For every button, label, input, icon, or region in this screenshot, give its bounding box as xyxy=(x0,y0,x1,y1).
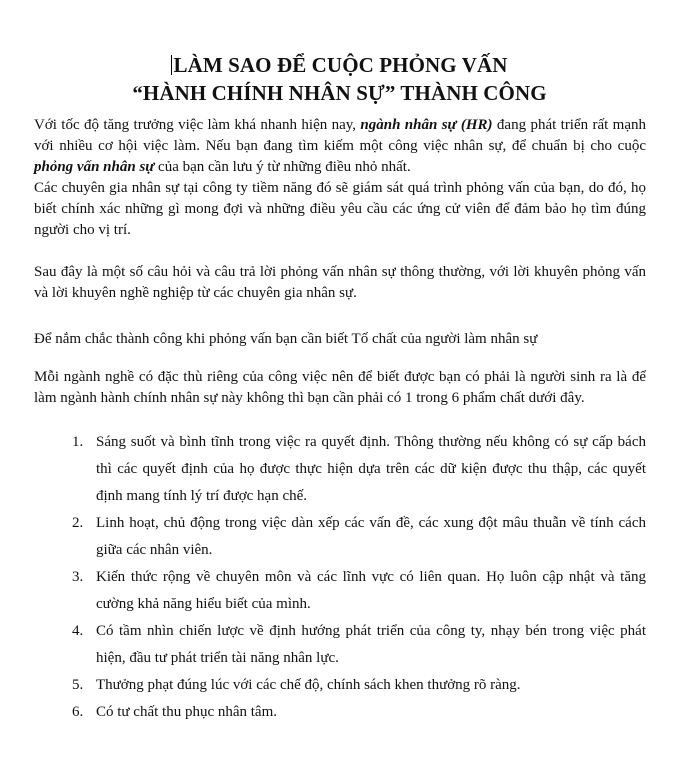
list-item xyxy=(72,564,646,618)
list-item xyxy=(72,510,646,564)
intro-text-3: của bạn cần lưu ý từ những điều nhỏ nhất. xyxy=(154,159,411,175)
list-item-text: Thưởng phạt đúng lúc với các chế độ, chính sách khen thưởng rõ ràng. xyxy=(96,677,521,693)
list-item-number: 5. xyxy=(72,677,84,693)
document-title-line-2: “HÀNH CHÍNH NHÂN SỰ” THÀNH CÔNG xyxy=(132,81,547,105)
list-item-text: Có tư chất thu phục nhân tâm. xyxy=(96,704,278,720)
list-item xyxy=(72,618,646,672)
intro-emphasis-hr: ngành nhân sự (HR) xyxy=(360,117,493,133)
list-item-number: 6. xyxy=(72,704,84,720)
list-item-text: Có tầm nhìn chiến lược về định hướng phát triển của công ty, nhạy bén trong việc phát hiện, đầu tư phát triển tài năng nhân lực. xyxy=(96,623,646,666)
list-item-text: Kiến thức rộng về chuyên môn và các lĩnh vực có liên quan. Họ luôn cập nhật và tăng cường khả năng hiểu biết của mình. xyxy=(96,569,646,612)
intro-emphasis-interview: phỏng vấn nhân sự xyxy=(34,159,155,175)
qualities-intro-paragraph: Để nắm chắc thành công khi phỏng vấn bạn cần biết Tố chất của người làm nhân sự xyxy=(34,331,538,347)
experts-paragraph: Các chuyên gia nhân sự tại công ty tiềm năng đó sẽ giám sát quá trình phỏng vấn của bạn, do đó, họ biết chính xác những gì mong đợi và những điều yêu cầu các ứng cử viên để đảm bảo họ tìm đúng người cho vị trí. xyxy=(34,180,646,238)
list-item-text: Linh hoạt, chủ động trong việc dàn xếp các vấn đề, các xung đột mâu thuẫn về tính cách giữa các nhân viên. xyxy=(96,515,646,558)
qualities-list xyxy=(72,429,646,726)
list-item-text: Sáng suốt và bình tĩnh trong việc ra quyết định. Thông thường nếu không có sự cấp bách thì các quyết định của họ được thực hiện dựa trên các dữ kiện được thu thập, các quyết định mang tính lý trí được hạn chế. xyxy=(96,434,646,504)
document-title-line-1 xyxy=(0,51,679,79)
intro-text-2: đang phát triển rất mạnh với nhiều cơ hội việc làm. Nếu bạn đang tìm kiếm một công việc nhân sự, để chuẩn bị cho cuộc xyxy=(34,117,647,154)
list-item-number: 3. xyxy=(72,569,84,585)
list-item-number: 4. xyxy=(72,623,84,639)
list-item xyxy=(72,699,646,726)
intro-paragraph xyxy=(34,115,646,178)
questions-paragraph: Sau đây là một số câu hỏi và câu trả lời phỏng vấn nhân sự thông thường, với lời khuyên phỏng vấn và lời khuyên nghề nghiệp từ các chuyên gia nhân sự. xyxy=(34,264,646,301)
list-item-number: 2. xyxy=(72,515,84,531)
intro-text-1: Với tốc độ tăng trưởng việc làm khá nhanh hiện nay, xyxy=(34,117,361,133)
list-item xyxy=(72,672,646,699)
list-item-number: 1. xyxy=(72,434,84,450)
list-item xyxy=(72,429,646,510)
title-line-1-text: LÀM SAO ĐỂ CUỘC PHỎNG VẤN xyxy=(173,53,508,77)
each-job-paragraph: Mỗi ngành nghề có đặc thù riêng của công việc nên để biết được bạn có phải là người sinh ra là để làm ngành hành chính nhân sự này không thì bạn cần phải có 1 trong 6 phẩm chất dưới đây. xyxy=(34,369,646,406)
